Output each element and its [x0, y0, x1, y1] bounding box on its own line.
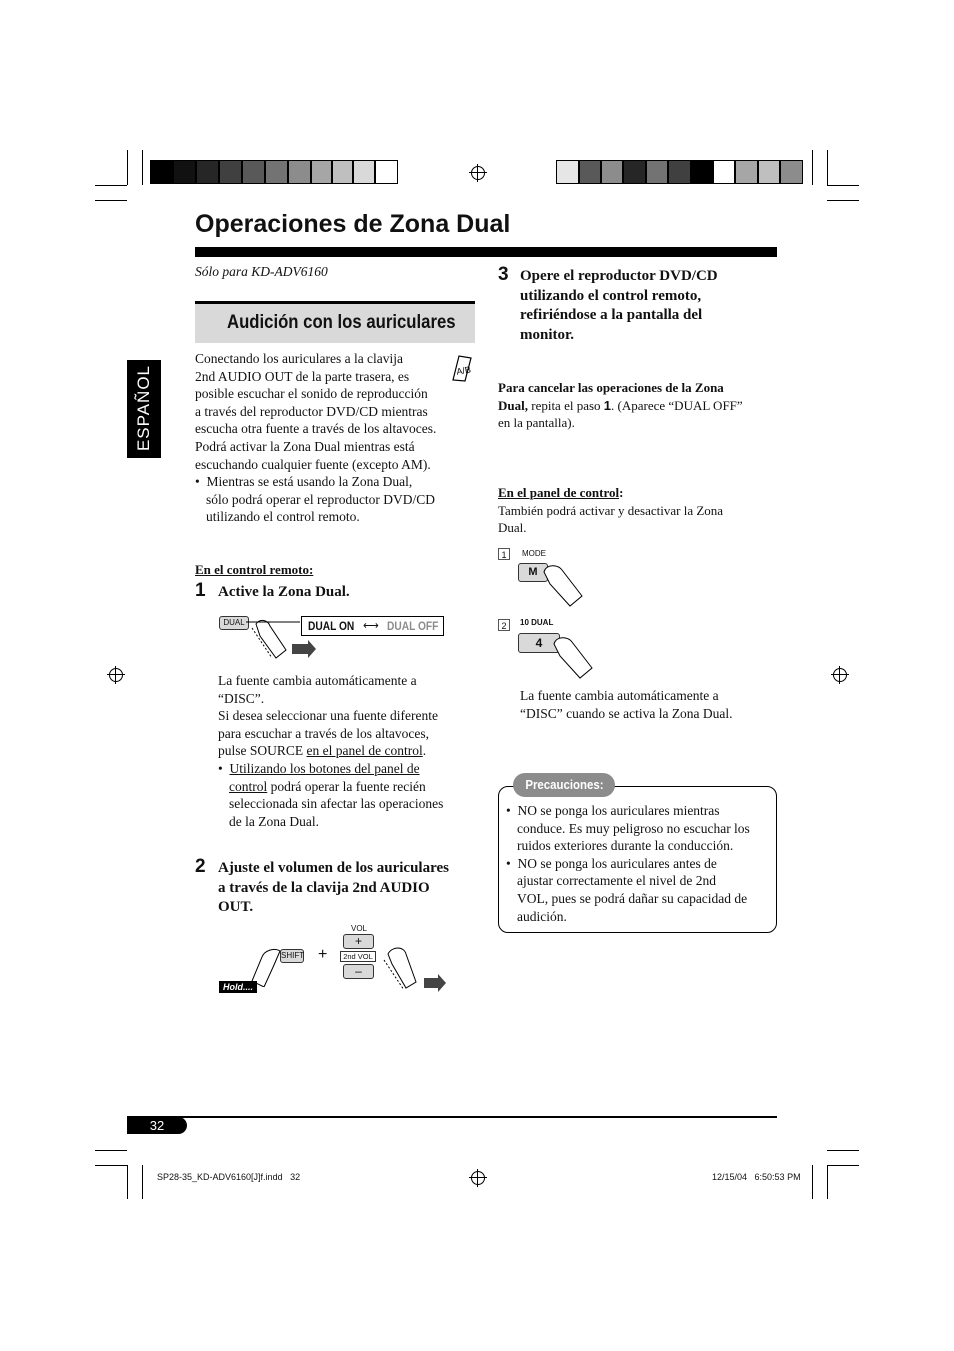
title-rule [195, 247, 777, 257]
footer-filename: SP28-35_KD-ADV6160[J]f.indd 32 [157, 1172, 301, 1182]
step1-text: Active la Zona Dual. [218, 584, 350, 600]
plus-sign: + [318, 946, 328, 963]
ten-dual-label: 10 DUAL [520, 618, 554, 627]
language-tab [127, 360, 161, 458]
intro-paragraph: Conectando los auriculares a la clavija 2nd AUDIO OUT de la parte trasera, es posible escuchar el sonido de reproducción a través del reproductor DVD/CD mientras escucha otra fuente a través de los altavoces. Podrá activar la Zona Dual mientras está escuchando cualquier fuente (excepto AM). [195, 351, 437, 472]
intro-bullet: • Mientras se está usando la Zona Dual, sólo podrá operar el reproductor DVD/CD utilizando el control remoto. [195, 474, 436, 525]
registration-mark-icon [471, 1171, 485, 1185]
vol-label: VOL [351, 924, 368, 933]
crop-mark [127, 1165, 128, 1199]
crop-mark [827, 200, 859, 201]
crop-mark [812, 1165, 813, 1199]
model-note: Sólo para KD-ADV6160 [195, 264, 328, 279]
remote-heading: En el control remoto: [195, 562, 314, 577]
panel-result-note: La fuente cambia automáticamente a “DISC” cuando se activa la Zona Dual. [520, 688, 733, 721]
crop-mark [827, 150, 828, 185]
registration-mark-icon [109, 668, 123, 682]
vol-down-button[interactable]: – [343, 964, 374, 979]
language-tab-label: ESPAÑOL [134, 364, 153, 452]
crop-mark [127, 150, 128, 185]
step3-text: Opere el reproductor DVD/CD utilizando el control remoto, refiriéndose a la pantalla del monitor. [520, 268, 718, 343]
page-title: Operaciones de Zona Dual [195, 210, 511, 238]
step2-text: Ajuste el volumen de los auriculares a través de la clavija 2nd AUDIO OUT. [218, 860, 449, 915]
step1-number: 1 [195, 580, 206, 601]
section-heading-box [195, 301, 475, 343]
registration-mark-icon [471, 166, 485, 180]
crop-mark [95, 1150, 127, 1151]
panel-note: En el panel de control: También podrá activar y desactivar la Zona Dual. [498, 485, 724, 536]
crop-mark [142, 150, 143, 185]
swap-arrow-icon: ⟷ [363, 620, 379, 632]
precautions-list: • NO se ponga los auriculares mientras conduce. Es muy peligroso no escuchar los ruidos exteriores durante la conducción. • NO se ponga los auriculares antes de ajustar correctamente el nivel de 2nd VOL, pues se podrá dañar su capacidad de audición. [506, 803, 750, 924]
finger-press-icon [380, 944, 450, 992]
crop-mark [95, 1165, 127, 1166]
section-heading: Audición con los auriculares [227, 312, 456, 333]
second-vol-label: 2nd VOL [340, 951, 376, 962]
step1-note: La fuente cambia automáticamente a “DISC”. Si desea seleccionar una fuente diferente para escuchar a través de los altavoces, pulse SOURCE en el panel de control. • Utilizando los botones del panel de control podrá operar la fuente recién seleccionada sin afectar las operaciones de la Zona Dual. [218, 673, 444, 829]
crop-mark [95, 200, 127, 201]
item2-number: 2 [498, 619, 510, 631]
finger-press-icon [246, 614, 316, 659]
crop-mark [827, 1165, 859, 1166]
remote-only-icon [449, 354, 473, 382]
cancel-note: Para cancelar las operaciones de la Zona Dual, repita el paso 1. (Aparece “DUAL OFF” en la pantalla). [498, 380, 743, 431]
crop-mark [812, 150, 813, 185]
registration-mark-icon [833, 668, 847, 682]
shift-button[interactable]: SHIFT [280, 949, 304, 963]
page-number: 32 [127, 1117, 187, 1134]
item1-number: 1 [498, 548, 510, 560]
dual-button[interactable]: DUAL [219, 616, 249, 630]
mode-button[interactable]: M [518, 563, 548, 582]
step3-number: 3 [498, 264, 509, 285]
footer-timestamp: 12/15/04 6:50:53 PM [712, 1172, 801, 1182]
step2-number: 2 [195, 856, 206, 877]
control-panel-link[interactable]: en el panel de control [306, 743, 423, 759]
svg-text:A/B: A/B [455, 364, 472, 377]
mode-label: MODE [522, 549, 546, 558]
crop-mark [827, 1165, 828, 1199]
dual-toggle-display: DUAL ON ⟷ DUAL OFF [301, 616, 444, 636]
precautions-badge: Precauciones: [513, 773, 615, 797]
footer-rule [127, 1116, 777, 1118]
crop-mark [827, 1150, 859, 1151]
vol-up-button[interactable]: + [343, 934, 374, 949]
finger-press-icon [550, 632, 596, 680]
finger-press-icon [540, 560, 586, 608]
hold-label: Hold.... [219, 981, 257, 993]
dual-4-button[interactable]: 4 [518, 633, 560, 653]
crop-mark [95, 185, 127, 186]
crop-mark [827, 185, 859, 186]
crop-mark [142, 1165, 143, 1199]
